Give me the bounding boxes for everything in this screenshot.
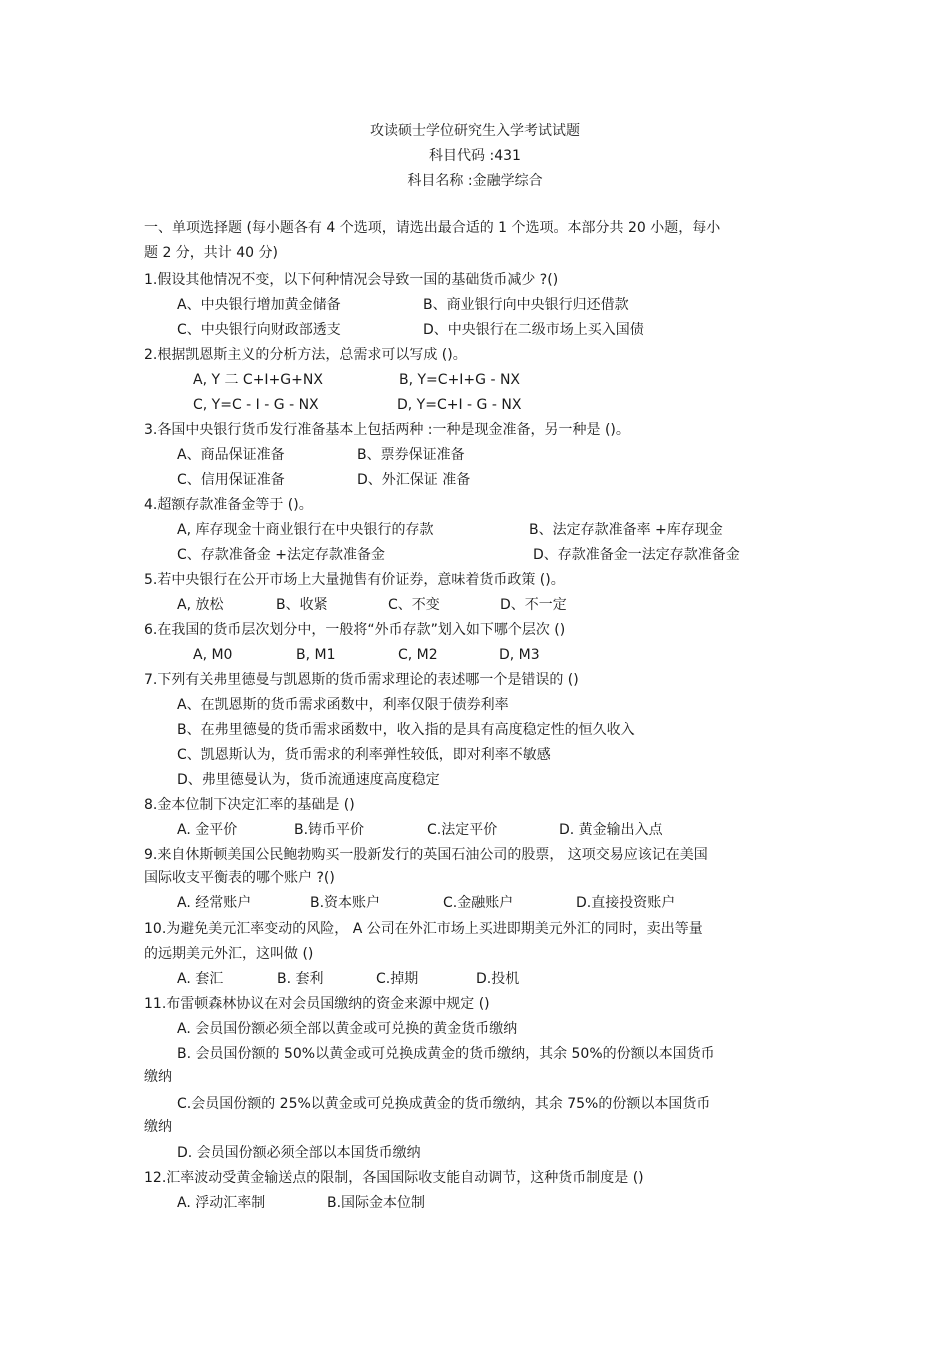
question-1-option-a: A、中央银行增加黄金储备 xyxy=(177,297,341,313)
question-2-stem: 2.根据凯恩斯主义的分析方法，总需求可以写成 ()。 xyxy=(144,347,467,363)
question-1-stem: 1.假设其他情况不变，以下何种情况会导致一国的基础货币减少 ?() xyxy=(144,272,559,288)
question-3-option-b: B、票券保证准备 xyxy=(357,447,465,463)
question-11-option-d: D. 会员国份额必须全部以本国货币缴纳 xyxy=(177,1145,421,1161)
question-9-stem: 9.来自休斯顿美国公民鲍勃购买一股新发行的英国石油公司的股票， 这项交易应该记在美国 xyxy=(144,847,708,863)
question-5-option-d: D、不一定 xyxy=(500,597,567,613)
question-11-option-b: B. 会员国份额的 50%以黄金或可兑换成黄金的货币缴纳，其余 50%的份额以本国货币 xyxy=(177,1046,715,1062)
question-12-stem: 12.汇率波动受黄金输送点的限制，各国国际收支能自动调节，这种货币制度是 () xyxy=(144,1170,644,1186)
question-10-stem-cont: 的远期美元外汇，这叫做 () xyxy=(144,946,314,962)
question-11-stem: 11.布雷顿森林协议在对会员国缴纳的资金来源中规定 () xyxy=(144,996,490,1012)
question-2-option-b: B, Y=C+I+G - NX xyxy=(399,372,521,388)
question-7-option-c: C、凯恩斯认为，货币需求的利率弹性较低，即对利率不敏感 xyxy=(177,747,551,763)
question-8-stem: 8.金本位制下决定汇率的基础是 () xyxy=(144,797,355,813)
question-4-stem: 4.超额存款准备金等于 ()。 xyxy=(144,497,313,513)
question-11-option-b-cont: 缴纳 xyxy=(144,1069,172,1085)
question-9-option-c: C.金融账户 xyxy=(443,895,514,911)
question-4-option-d: D、存款准备金一法定存款准备金 xyxy=(533,547,740,563)
question-8-option-c: C.法定平价 xyxy=(427,822,498,838)
question-9-option-b: B.资本账户 xyxy=(310,895,381,911)
question-5-stem: 5.若中央银行在公开市场上大量抛售有价证券，意味着货币政策 ()。 xyxy=(144,572,565,588)
question-4-option-a: A, 库存现金十商业银行在中央银行的存款 xyxy=(177,522,434,538)
question-4-option-b: B、法定存款准备率 +库存现金 xyxy=(529,522,723,538)
question-8-option-d: D. 黄金输出入点 xyxy=(559,822,663,838)
question-9-option-d: D.直接投资账户 xyxy=(576,895,676,911)
question-7-option-a: A、在凯恩斯的货币需求函数中，利率仅限于债券利率 xyxy=(177,697,509,713)
question-8-option-a: A. 金平价 xyxy=(177,822,238,838)
question-3-option-a: A、商品保证准备 xyxy=(177,447,285,463)
question-2-option-c: C, Y=C - I - G - NX xyxy=(193,397,319,413)
question-6-stem: 6.在我国的货币层次划分中，一般将“外币存款”划入如下哪个层次 () xyxy=(144,622,566,638)
question-9-stem-cont: 国际收支平衡表的哪个账户 ?() xyxy=(144,870,335,886)
subject-name: 科目名称 :金融学综合 xyxy=(407,173,543,189)
question-2-option-a: A, Y 二 C+I+G+NX xyxy=(193,372,323,388)
question-10-option-d: D.投机 xyxy=(476,971,520,987)
section-instructions: 一、单项选择题 (每小题各有 4 个选项，请选出最合适的 1 个选项。本部分共 20 小题，每小 xyxy=(144,220,721,236)
section-instructions-cont: 题 2 分，共计 40 分) xyxy=(144,245,278,261)
question-7-option-b: B、在弗里德曼的货币需求函数中，收入指的是具有高度稳定性的恒久收入 xyxy=(177,722,635,738)
question-10-option-b: B. 套利 xyxy=(277,971,324,987)
question-12-option-a: A. 浮动汇率制 xyxy=(177,1195,266,1211)
question-4-option-c: C、存款准备金 +法定存款准备金 xyxy=(177,547,385,563)
question-2-option-d: D, Y=C+I - G - NX xyxy=(397,397,522,413)
exam-title: 攻读硕士学位研究生入学考试试题 xyxy=(370,123,580,139)
question-5-option-b: B、收紧 xyxy=(276,597,328,613)
subject-code: 科目代码 :431 xyxy=(429,148,521,164)
question-3-option-d: D、外汇保证 准备 xyxy=(357,472,471,488)
question-11-option-c: C.会员国份额的 25%以黄金或可兑换成黄金的货币缴纳，其余 75%的份额以本国货币 xyxy=(177,1096,711,1112)
question-5-option-a: A, 放松 xyxy=(177,597,224,613)
question-3-option-c: C、信用保证准备 xyxy=(177,472,285,488)
question-10-option-c: C.掉期 xyxy=(376,971,419,987)
question-10-option-a: A. 套汇 xyxy=(177,971,224,987)
question-9-option-a: A. 经常账户 xyxy=(177,895,252,911)
question-10-stem: 10.为避免美元汇率变动的风险， A 公司在外汇市场上买进即期美元外汇的同时，卖出等量 xyxy=(144,921,703,937)
question-12-option-b: B.国际金本位制 xyxy=(327,1195,426,1211)
question-11-option-c-cont: 缴纳 xyxy=(144,1119,172,1135)
question-7-stem: 7.下列有关弗里德曼与凯恩斯的货币需求理论的表述哪一个是错误的 () xyxy=(144,672,579,688)
question-6-option-b: B, M1 xyxy=(296,647,336,663)
question-1-option-c: C、中央银行向财政部透支 xyxy=(177,322,341,338)
question-11-option-a: A. 会员国份额必须全部以黄金或可兑换的黄金货币缴纳 xyxy=(177,1021,518,1037)
question-5-option-c: C、不变 xyxy=(388,597,440,613)
question-6-option-a: A, M0 xyxy=(193,647,233,663)
question-3-stem: 3.各国中央银行货币发行准备基本上包括两种 :一种是现金准备，另一种是 ()。 xyxy=(144,422,630,438)
question-8-option-b: B.铸币平价 xyxy=(294,822,365,838)
question-6-option-c: C, M2 xyxy=(398,647,438,663)
question-7-option-d: D、弗里德曼认为，货币流通速度高度稳定 xyxy=(177,772,440,788)
question-1-option-d: D、中央银行在二级市场上买入国债 xyxy=(423,322,644,338)
question-1-option-b: B、商业银行向中央银行归还借款 xyxy=(423,297,629,313)
question-6-option-d: D, M3 xyxy=(499,647,540,663)
